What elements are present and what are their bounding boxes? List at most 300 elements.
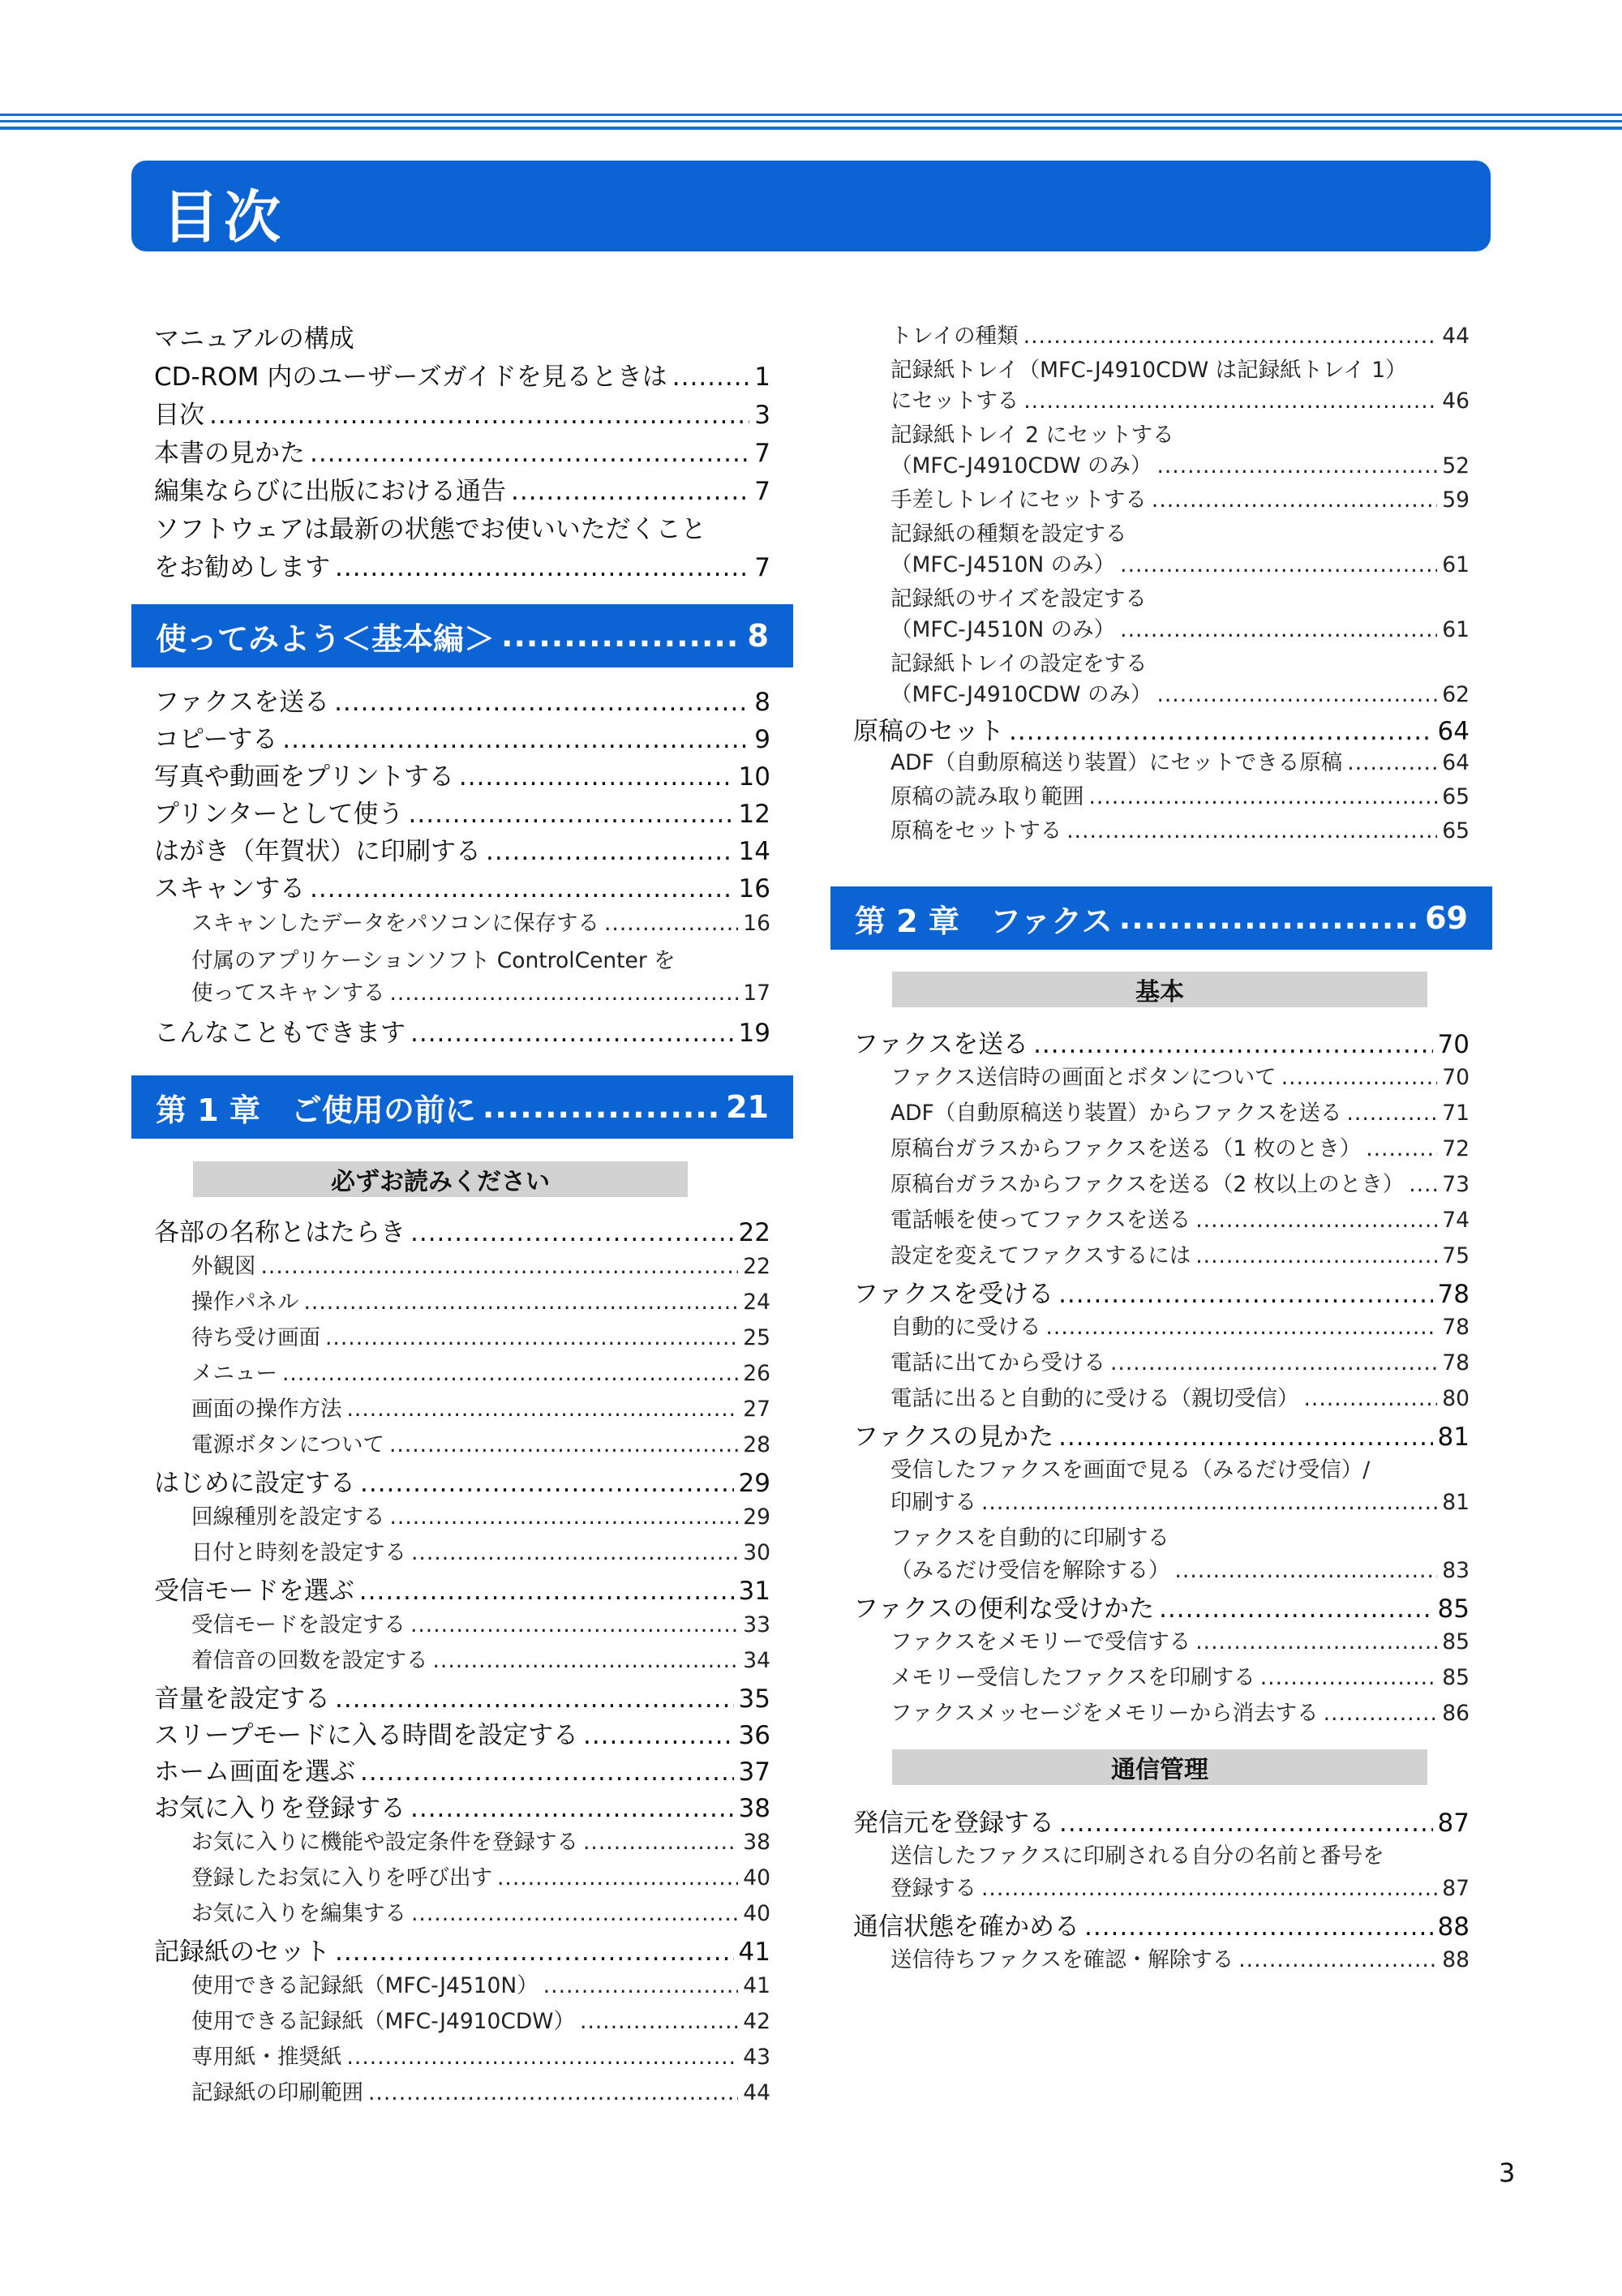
toc-entry[interactable] [191, 1391, 770, 1423]
dot-leader [1195, 1629, 1437, 1654]
dot-leader [1238, 1947, 1437, 1972]
toc-entry[interactable] [191, 1642, 770, 1674]
chapter-heading[interactable] [131, 604, 793, 667]
dot-leader [304, 1290, 739, 1315]
toc-entry-page: 7 [754, 439, 770, 468]
chapter-title: 第 2 章 ファクス [855, 903, 1113, 939]
dot-leader [1084, 1912, 1433, 1942]
toc-entry[interactable] [890, 1552, 1470, 1584]
toc-entry-page: 88 [1442, 1947, 1470, 1972]
dot-leader [360, 1469, 734, 1498]
toc-entry-label: お気に入りに機能や設定条件を登録する [191, 1830, 578, 1855]
dot-leader [261, 1254, 739, 1279]
toc-entry-label: 各部の名称とはたらき [154, 1218, 406, 1247]
dot-leader [411, 1901, 738, 1926]
toc-entry-label: 使用できる記録紙（MFC-J4510N） [191, 1973, 539, 1998]
toc-entry[interactable] [890, 318, 1470, 350]
toc-entry-label: 発信元を登録する [853, 1809, 1054, 1838]
dot-leader [1156, 682, 1437, 707]
toc-entry-label: スキャンする [154, 874, 305, 903]
toc-entry[interactable] [890, 1238, 1470, 1269]
toc-entry-label: スキャンしたデータをパソコンに保存する [191, 911, 599, 936]
dot-leader [1023, 324, 1438, 349]
toc-entry-page: 22 [738, 1218, 770, 1247]
toc-entry-page: 70 [1437, 1030, 1470, 1059]
toc-entry-label: 自動的に受ける [890, 1315, 1041, 1340]
toc-entry-page: 24 [743, 1290, 770, 1315]
toc-entry-label: ホーム画面を選ぶ [154, 1757, 355, 1787]
title-banner [131, 161, 1491, 251]
toc-entry-page: 29 [738, 1469, 770, 1498]
chapter-page: 69 [1425, 900, 1468, 936]
toc-entry[interactable] [890, 779, 1470, 810]
toc-entry-label: メニュー [191, 1361, 277, 1386]
toc-entry[interactable] [890, 1484, 1470, 1516]
toc-entry-page: 34 [743, 1648, 770, 1673]
toc-entry-page: 70 [1442, 1065, 1470, 1090]
toc-entry-page: 44 [743, 2080, 770, 2105]
toc-entry[interactable] [890, 676, 1470, 708]
toc-entry[interactable]: 記録紙の種類を設定する [890, 521, 1127, 547]
dot-leader [310, 439, 749, 468]
dot-leader [981, 1490, 1437, 1515]
toc-entry[interactable] [890, 383, 1470, 414]
toc-entry-label: ADF（自動原稿送り装置）からファクスを送る [890, 1101, 1342, 1126]
toc-entry-label: 目次 [154, 401, 204, 430]
toc-entry-label: 原稿のセット [853, 717, 1004, 746]
dot-leader [433, 1648, 739, 1673]
dot-leader [1119, 900, 1418, 936]
toc-entry[interactable] [191, 1607, 770, 1638]
toc-entry[interactable] [154, 868, 770, 904]
toc-entry-label: 操作パネル [191, 1290, 299, 1315]
toc-entry[interactable] [191, 1824, 770, 1856]
dot-leader [1281, 1065, 1438, 1090]
header-rule [0, 114, 1622, 116]
toc-entry-label: 記録紙のセット [154, 1938, 330, 1967]
toc-entry-page: 75 [1442, 1243, 1470, 1268]
toc-entry[interactable] [191, 1355, 770, 1387]
dot-leader [1324, 1701, 1438, 1726]
toc-entry-label: 登録したお気に入りを呼び出す [191, 1865, 492, 1890]
toc-entry[interactable]: 付属のアプリケーションソフト ControlCenter を [191, 948, 676, 973]
toc-entry-page: 61 [1442, 552, 1470, 577]
toc-entry[interactable]: マニュアルの構成 [154, 324, 354, 354]
toc-entry-page: 35 [738, 1684, 770, 1714]
dot-leader [360, 1757, 734, 1787]
dot-leader [209, 401, 749, 430]
dot-leader [410, 1612, 738, 1637]
toc-entry[interactable] [191, 1248, 770, 1280]
toc-entry[interactable] [191, 905, 770, 937]
header-rule [0, 127, 1622, 130]
toc-entry[interactable] [154, 1012, 770, 1049]
toc-entry[interactable] [890, 547, 1470, 578]
toc-entry-label: 受信モードを選ぶ [154, 1577, 354, 1606]
toc-entry-page: 42 [743, 2009, 770, 2034]
dot-leader [1023, 388, 1437, 414]
toc-entry-page: 83 [1442, 1558, 1470, 1583]
toc-entry-page: 87 [1442, 1876, 1470, 1901]
toc-entry-label: （MFC-J4910CDW のみ） [890, 682, 1152, 707]
page-title: 目次 [162, 184, 285, 251]
toc-entry-page: 78 [1437, 1280, 1470, 1309]
toc-entry[interactable] [853, 1906, 1470, 1942]
toc-entry-label: 送信待ちファクスを確認・解除する [890, 1947, 1234, 1972]
toc-entry[interactable] [154, 719, 770, 755]
toc-entry[interactable] [191, 1320, 770, 1351]
dot-leader [497, 1865, 738, 1890]
toc-entry-label: 印刷する [890, 1490, 976, 1515]
toc-entry[interactable] [890, 1870, 1470, 1902]
toc-entry-label: ファクスの見かた [853, 1423, 1054, 1452]
dot-leader [580, 2009, 738, 2034]
toc-entry-page: 62 [1442, 682, 1470, 707]
dot-leader [1366, 1136, 1437, 1161]
dot-leader [604, 911, 738, 936]
dot-leader [335, 1684, 734, 1714]
dot-leader [1260, 1665, 1438, 1690]
toc-entry[interactable] [191, 1284, 770, 1315]
toc-entry[interactable] [890, 1131, 1470, 1162]
toc-entry-page: 7 [754, 477, 770, 506]
dot-leader [511, 477, 749, 506]
toc-entry-page: 9 [754, 725, 770, 754]
toc-entry-page: 85 [1442, 1629, 1470, 1654]
toc-entry[interactable] [890, 1166, 1470, 1198]
toc-entry-page: 46 [1442, 388, 1470, 414]
toc-entry-label: CD-ROM 内のユーザーズガイドを見るときは [154, 363, 667, 392]
toc-entry[interactable]: 記録紙のサイズを設定する [890, 586, 1147, 612]
toc-entry-page: 78 [1442, 1350, 1470, 1375]
toc-entry-page: 14 [738, 837, 770, 866]
header-rule [0, 120, 1622, 122]
dot-leader [1066, 818, 1437, 843]
dot-leader [501, 618, 741, 654]
toc-entry[interactable] [191, 1968, 770, 1999]
dot-leader [1159, 1594, 1432, 1624]
toc-entry[interactable] [853, 1024, 1470, 1060]
toc-entry-label: 手差しトレイにセットする [890, 487, 1147, 513]
toc-entry[interactable] [890, 1345, 1470, 1376]
toc-entry-page: 22 [743, 1254, 770, 1279]
toc-entry-page: 61 [1442, 617, 1470, 642]
toc-entry-page: 16 [743, 911, 770, 936]
toc-entry[interactable] [154, 394, 770, 431]
toc-entry-page: 78 [1442, 1315, 1470, 1340]
dot-leader [1304, 1386, 1438, 1411]
toc-entry-page: 19 [738, 1019, 770, 1048]
toc-entry-label: コピーする [154, 725, 278, 754]
toc-entry[interactable] [191, 2075, 770, 2106]
toc-entry-page: 85 [1437, 1594, 1470, 1624]
toc-entry[interactable] [154, 1570, 770, 1607]
toc-entry-label: 使ってスキャンする [191, 981, 385, 1006]
toc-entry-page: 65 [1442, 784, 1470, 809]
toc-entry-page: 71 [1442, 1101, 1470, 1126]
toc-entry-label: 電話帳を使ってファクスを送る [890, 1208, 1191, 1233]
toc-entry-label: 原稿台ガラスからファクスを送る（1 枚のとき） [890, 1136, 1362, 1161]
toc-entry-page: 3 [754, 401, 770, 430]
toc-entry[interactable] [154, 1787, 770, 1824]
section-band: 必ずお読みください [193, 1161, 688, 1197]
toc-entry[interactable] [191, 1534, 770, 1566]
toc-entry-page: 38 [738, 1794, 770, 1823]
toc-entry-label: 使用できる記録紙（MFC-J4910CDW） [191, 2009, 576, 2034]
toc-entry-label: 日付と時刻を設定する [191, 1540, 406, 1565]
toc-entry[interactable] [154, 432, 770, 469]
toc-entry-label: 電話に出ると自動的に受ける（親切受信） [890, 1386, 1299, 1411]
toc-entry-label: ファクスの便利な受けかた [853, 1594, 1155, 1624]
toc-entry[interactable] [890, 1942, 1470, 1973]
toc-entry[interactable] [191, 1860, 770, 1891]
dot-leader [347, 2045, 739, 2070]
toc-entry[interactable] [890, 1202, 1470, 1234]
toc-entry-label: 画面の操作方法 [191, 1397, 342, 1422]
chapter-page: 21 [726, 1089, 769, 1125]
toc-entry-label: 電源ボタンについて [191, 1432, 384, 1457]
toc-entry-label: お気に入りを編集する [191, 1901, 406, 1926]
dot-leader [410, 1794, 734, 1823]
toc-entry[interactable] [853, 1273, 1470, 1310]
dot-leader [1347, 750, 1437, 775]
toc-entry-label: （みるだけ受信を解除する） [890, 1558, 1170, 1583]
toc-entry-page: 33 [743, 1612, 770, 1637]
toc-entry[interactable] [191, 2039, 770, 2071]
toc-entry[interactable] [853, 1802, 1470, 1839]
toc-entry[interactable] [154, 793, 770, 830]
toc-entry-label: ファクスを送る [853, 1030, 1029, 1059]
toc-entry-page: 10 [738, 762, 770, 792]
toc-entry-page: 44 [1442, 324, 1470, 349]
chapter-heading[interactable] [131, 1075, 793, 1139]
toc-entry-label: 原稿をセットする [890, 818, 1062, 843]
toc-entry[interactable] [890, 482, 1470, 513]
chapter-title: 使ってみよう＜基本編＞ [156, 620, 496, 657]
toc-entry[interactable] [890, 448, 1470, 479]
dot-leader [459, 762, 734, 792]
dot-leader [1152, 487, 1437, 513]
dot-leader [486, 837, 734, 866]
toc-entry-label: （MFC-J4510N のみ） [890, 552, 1116, 577]
section-band: 通信管理 [892, 1749, 1427, 1785]
toc-entry-page: 40 [743, 1901, 770, 1926]
toc-entry-page: 37 [738, 1757, 770, 1787]
toc-entry[interactable] [154, 830, 770, 867]
section-band: 基本 [892, 972, 1427, 1007]
toc-entry-label: 着信音の回数を設定する [191, 1648, 428, 1673]
chapter-page: 8 [747, 618, 769, 654]
toc-entry[interactable] [154, 356, 770, 393]
toc-entry-label: 編集ならびに出版における通告 [154, 477, 506, 506]
toc-entry[interactable] [191, 1427, 770, 1458]
dot-leader [1156, 453, 1437, 479]
toc-entry-page: 85 [1442, 1665, 1470, 1690]
toc-entry[interactable] [890, 813, 1470, 844]
toc-entry-page: 81 [1442, 1490, 1470, 1515]
dot-leader [325, 1325, 738, 1350]
toc-entry-page: 88 [1437, 1912, 1470, 1942]
toc-entry[interactable] [154, 1751, 770, 1787]
toc-entry-label: 通信状態を確かめる [853, 1912, 1079, 1942]
toc-entry-page: 73 [1442, 1172, 1470, 1197]
toc-entry-label: 待ち受け画面 [191, 1325, 320, 1350]
toc-entry-page: 1 [754, 363, 770, 392]
toc-entry[interactable] [890, 1380, 1470, 1412]
toc-entry-page: 64 [1437, 717, 1470, 746]
toc-entry[interactable] [154, 1212, 770, 1248]
toc-entry-label: こんなこともできます [154, 1019, 406, 1048]
dot-leader [410, 1019, 734, 1048]
toc-entry-label: トレイの種類 [890, 324, 1019, 349]
toc-entry-label: 本書の見かた [154, 439, 305, 468]
toc-entry-label: スリープモードに入る時間を設定する [154, 1721, 578, 1750]
dot-leader [1089, 784, 1438, 809]
toc-entry-label: 受信モードを設定する [191, 1612, 406, 1637]
toc-entry[interactable] [154, 1931, 770, 1968]
toc-entry[interactable] [890, 1695, 1470, 1727]
dot-leader [1058, 1423, 1432, 1452]
toc-entry-label: （MFC-J4910CDW のみ） [890, 453, 1152, 479]
toc-entry[interactable] [890, 1659, 1470, 1691]
toc-entry-label: 記録紙の印刷範囲 [191, 2080, 363, 2105]
dot-leader [1009, 717, 1433, 746]
dot-leader [282, 725, 749, 754]
toc-entry[interactable]: 記録紙トレイの設定をする [890, 651, 1148, 676]
toc-entry-label: プリンターとして使う [154, 800, 404, 829]
toc-entry[interactable] [154, 681, 770, 718]
toc-entry-label: 原稿台ガラスからファクスを送る（2 枚以上のとき） [890, 1172, 1405, 1197]
toc-entry-page: 80 [1442, 1386, 1470, 1411]
toc-entry[interactable] [853, 1588, 1470, 1624]
toc-entry-label: （MFC-J4510N のみ） [890, 617, 1116, 642]
toc-entry[interactable] [853, 710, 1470, 747]
toc-entry-page: 27 [743, 1397, 770, 1422]
toc-entry[interactable] [154, 547, 770, 583]
dot-leader [335, 553, 749, 582]
toc-entry[interactable]: ソフトウェアは最新の状態でお使いいただくこと [154, 515, 706, 544]
toc-entry-page: 16 [738, 874, 770, 903]
dot-leader [1059, 1809, 1433, 1838]
dot-leader [368, 2080, 738, 2105]
toc-entry[interactable] [191, 975, 770, 1006]
toc-entry-page: 31 [738, 1577, 770, 1606]
toc-entry-label: ファクスメッセージをメモリーから消去する [890, 1701, 1319, 1726]
toc-entry[interactable] [890, 612, 1470, 643]
toc-entry-label: 写真や動画をプリントする [154, 762, 454, 792]
dot-leader [334, 688, 749, 717]
page-number: 3 [1499, 2157, 1516, 2188]
toc-entry[interactable]: 送信したファクスに印刷される自分の名前と番号を [890, 1843, 1384, 1869]
dot-leader [1058, 1280, 1432, 1309]
toc-entry[interactable] [890, 1095, 1470, 1127]
dot-leader [1409, 1172, 1437, 1197]
chapter-heading[interactable] [830, 886, 1492, 950]
toc-entry-page: 74 [1442, 1208, 1470, 1233]
dot-leader [359, 1577, 734, 1606]
toc-entry-page: 41 [738, 1938, 770, 1967]
toc-entry-page: 87 [1437, 1809, 1470, 1838]
toc-entry-page: 29 [743, 1504, 770, 1530]
dot-leader [282, 1361, 738, 1386]
toc-entry-label: ADF（自動原稿送り装置）にセットできる原稿 [890, 750, 1343, 775]
toc-entry-page: 17 [743, 981, 770, 1006]
toc-entry[interactable] [154, 470, 770, 507]
dot-leader [410, 1218, 734, 1247]
toc-entry-label: 設定を変えてファクスするには [890, 1243, 1191, 1268]
toc-entry[interactable] [154, 1714, 770, 1751]
dot-leader [981, 1876, 1437, 1901]
toc-entry-page: 25 [743, 1325, 770, 1350]
toc-entry-page: 72 [1442, 1136, 1470, 1161]
toc-entry[interactable] [890, 1624, 1470, 1655]
toc-entry[interactable] [890, 1059, 1470, 1091]
dot-leader [1110, 1350, 1437, 1375]
toc-entry-label: にセットする [890, 388, 1019, 414]
toc-entry[interactable] [890, 745, 1470, 776]
toc-entry[interactable] [154, 756, 770, 792]
dot-leader [1120, 617, 1437, 642]
toc-entry[interactable] [890, 1309, 1470, 1341]
toc-entry[interactable] [191, 1499, 770, 1530]
dot-leader [583, 1721, 734, 1750]
dot-leader [543, 1973, 739, 1998]
dot-leader [1033, 1030, 1432, 1059]
dot-leader [1175, 1558, 1438, 1583]
toc-entry-label: 外観図 [191, 1254, 256, 1279]
dot-leader [335, 1938, 734, 1967]
toc-entry-page: 36 [738, 1721, 770, 1750]
toc-entry-label: ファクスを受ける [853, 1280, 1054, 1309]
toc-entry-page: 30 [743, 1540, 770, 1565]
toc-entry[interactable]: 記録紙トレイ（MFC-J4910CDW は記録紙トレイ 1） [890, 358, 1407, 383]
dot-leader [672, 363, 750, 392]
toc-entry[interactable]: ファクスを自動的に印刷する [890, 1526, 1169, 1551]
chapter-title: 第 1 章 ご使用の前に [156, 1092, 476, 1128]
toc-entry-label: 音量を設定する [154, 1684, 330, 1714]
toc-entry-page: 38 [743, 1830, 770, 1855]
dot-leader [389, 1432, 738, 1457]
toc-entry-label: 回線種別を設定する [191, 1504, 385, 1530]
dot-leader [347, 1397, 739, 1422]
toc-entry-page: 59 [1442, 487, 1470, 513]
toc-entry[interactable] [853, 1416, 1470, 1453]
dot-leader [390, 981, 739, 1006]
toc-entry[interactable] [154, 1678, 770, 1714]
toc-entry[interactable] [154, 1462, 770, 1499]
toc-entry-page: 26 [743, 1361, 770, 1386]
toc-entry-label: 原稿の読み取り範囲 [890, 784, 1084, 809]
toc-entry[interactable]: 記録紙トレイ 2 にセットする [890, 423, 1174, 448]
toc-entry[interactable]: 受信したファクスを画面で見る（みるだけ受信）/ [890, 1457, 1371, 1483]
dot-leader [310, 874, 734, 903]
toc-entry-page: 41 [743, 1973, 770, 1998]
dot-leader [483, 1089, 719, 1125]
toc-entry[interactable] [191, 1895, 770, 1927]
toc-entry[interactable] [191, 2003, 770, 2035]
toc-entry-page: 8 [754, 688, 770, 717]
dot-leader [1346, 1101, 1437, 1126]
toc-entry-page: 65 [1442, 818, 1470, 843]
dot-leader [583, 1830, 738, 1855]
toc-entry-label: をお勧めします [154, 553, 330, 582]
toc-entry-label: ファクス送信時の画面とボタンについて [890, 1065, 1277, 1090]
toc-entry-page: 52 [1442, 453, 1470, 479]
toc-entry-label: メモリー受信したファクスを印刷する [890, 1665, 1255, 1690]
dot-leader [1120, 552, 1437, 577]
toc-entry-label: 登録する [890, 1876, 976, 1901]
toc-entry-page: 86 [1442, 1701, 1470, 1726]
